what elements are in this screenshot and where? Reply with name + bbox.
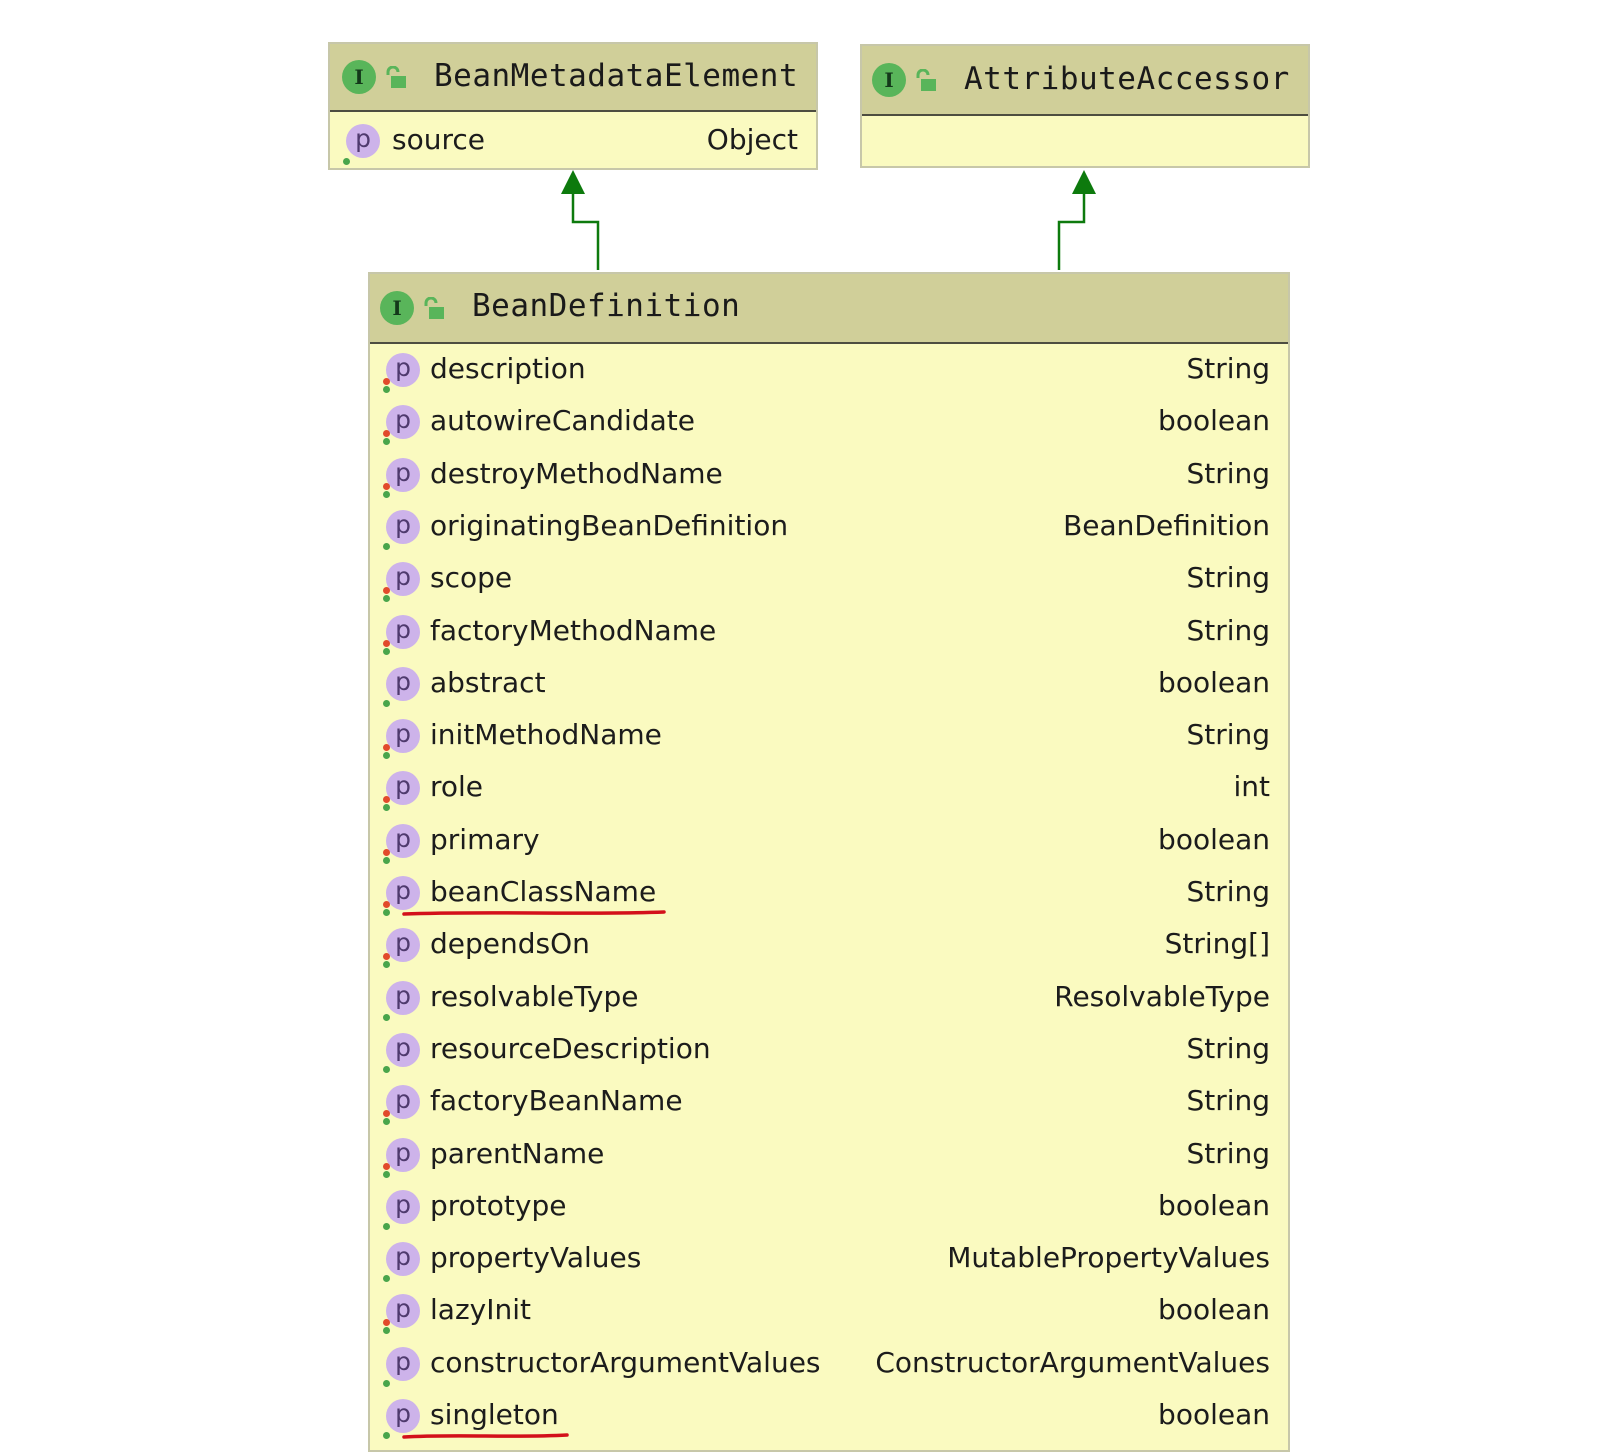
property-name: destroyMethodName [430, 456, 723, 490]
property-icon: p [386, 458, 420, 492]
property-type: String [1186, 875, 1270, 908]
property-name: prototype [430, 1188, 567, 1222]
property-icon: p [386, 771, 420, 805]
property-icon: p [386, 824, 420, 858]
red-underline-annotations [370, 274, 1292, 1454]
extends-attribute-accessor-line [1059, 190, 1084, 270]
property-type: boolean [1158, 1188, 1270, 1222]
property-name: description [430, 352, 586, 385]
property-name: singleton [430, 1398, 559, 1431]
property-icon: p [386, 1399, 420, 1433]
property-type: String [1186, 718, 1270, 752]
property-row[interactable] [330, 112, 816, 170]
property-icon: p [386, 876, 420, 910]
extends-bean-metadata-element-arrowhead [561, 170, 585, 194]
property-type: ConstructorArgumentValues [875, 1345, 1270, 1379]
property-name: lazyInit [430, 1293, 531, 1327]
property-type: String[] [1164, 927, 1270, 961]
class-header [330, 44, 816, 112]
property-name: propertyValues [430, 1241, 642, 1275]
property-type: boolean [1158, 822, 1270, 856]
property-icon: p [386, 1190, 420, 1224]
property-name: parentName [430, 1136, 605, 1170]
red-underline-annotation [404, 912, 664, 914]
property-name: source [392, 123, 485, 156]
property-icon: p [386, 1242, 420, 1276]
property-type: boolean [1158, 665, 1270, 699]
property-icon: p [386, 1138, 420, 1172]
property-type: String [1186, 1031, 1270, 1065]
class-header [862, 46, 1308, 116]
getter-indicator-icon [343, 158, 350, 165]
property-name: scope [430, 561, 513, 595]
property-name: factoryBeanName [430, 1084, 683, 1118]
property-type: Object [706, 123, 798, 156]
property-name: constructorArgumentValues [430, 1345, 821, 1379]
class-box-bean-metadata-element[interactable] [328, 42, 818, 170]
interface-icon: I [380, 291, 414, 325]
property-type: String [1186, 456, 1270, 490]
property-type: BeanDefinition [1063, 508, 1270, 542]
red-underline-annotation [404, 1435, 567, 1437]
property-name: resolvableType [430, 979, 639, 1013]
property-type: String [1186, 613, 1270, 647]
property-icon: p [386, 562, 420, 596]
property-name: factoryMethodName [430, 613, 717, 647]
property-icon: p [386, 353, 420, 387]
property-type: boolean [1158, 1293, 1270, 1327]
property-icon: p [386, 928, 420, 962]
property-icon: p [386, 615, 420, 649]
property-icon: p [386, 719, 420, 753]
class-name: BeanDefinition [472, 288, 741, 324]
property-type: String [1186, 1136, 1270, 1170]
property-type: String [1186, 352, 1270, 385]
property-icon: p [386, 1347, 420, 1381]
property-icon: p [346, 124, 380, 158]
property-name: primary [430, 822, 540, 856]
property-icon: p [386, 1294, 420, 1328]
extends-bean-metadata-element-line [573, 190, 598, 270]
class-box-bean-definition[interactable] [368, 272, 1290, 1452]
unlocked-padlock-icon [385, 66, 407, 90]
property-name: initMethodName [430, 718, 662, 752]
property-icon: p [386, 667, 420, 701]
interface-icon: I [342, 60, 376, 94]
class-box-attribute-accessor[interactable] [860, 44, 1310, 168]
property-icon: p [386, 405, 420, 439]
property-icon: p [386, 510, 420, 544]
property-type: int [1233, 770, 1270, 804]
property-name: beanClassName [430, 875, 657, 908]
property-icon: p [386, 1085, 420, 1119]
property-name: resourceDescription [430, 1031, 711, 1065]
extends-attribute-accessor-arrowhead [1072, 170, 1096, 194]
property-type: ResolvableType [1054, 979, 1270, 1013]
unlocked-padlock-icon [915, 69, 937, 93]
property-name: abstract [430, 665, 546, 699]
class-name: BeanMetadataElement [434, 58, 799, 94]
property-name: autowireCandidate [430, 404, 695, 438]
property-type: String [1186, 1084, 1270, 1118]
class-name: AttributeAccessor [964, 61, 1290, 97]
property-name: originatingBeanDefinition [430, 508, 789, 542]
property-name: dependsOn [430, 927, 590, 961]
interface-icon: I [872, 63, 906, 97]
property-icon: p [386, 1033, 420, 1067]
property-type: MutablePropertyValues [947, 1241, 1270, 1275]
property-type: boolean [1158, 1398, 1270, 1431]
property-name: role [430, 770, 484, 804]
property-type: String [1186, 561, 1270, 595]
property-type: boolean [1158, 404, 1270, 438]
property-icon: p [386, 981, 420, 1015]
